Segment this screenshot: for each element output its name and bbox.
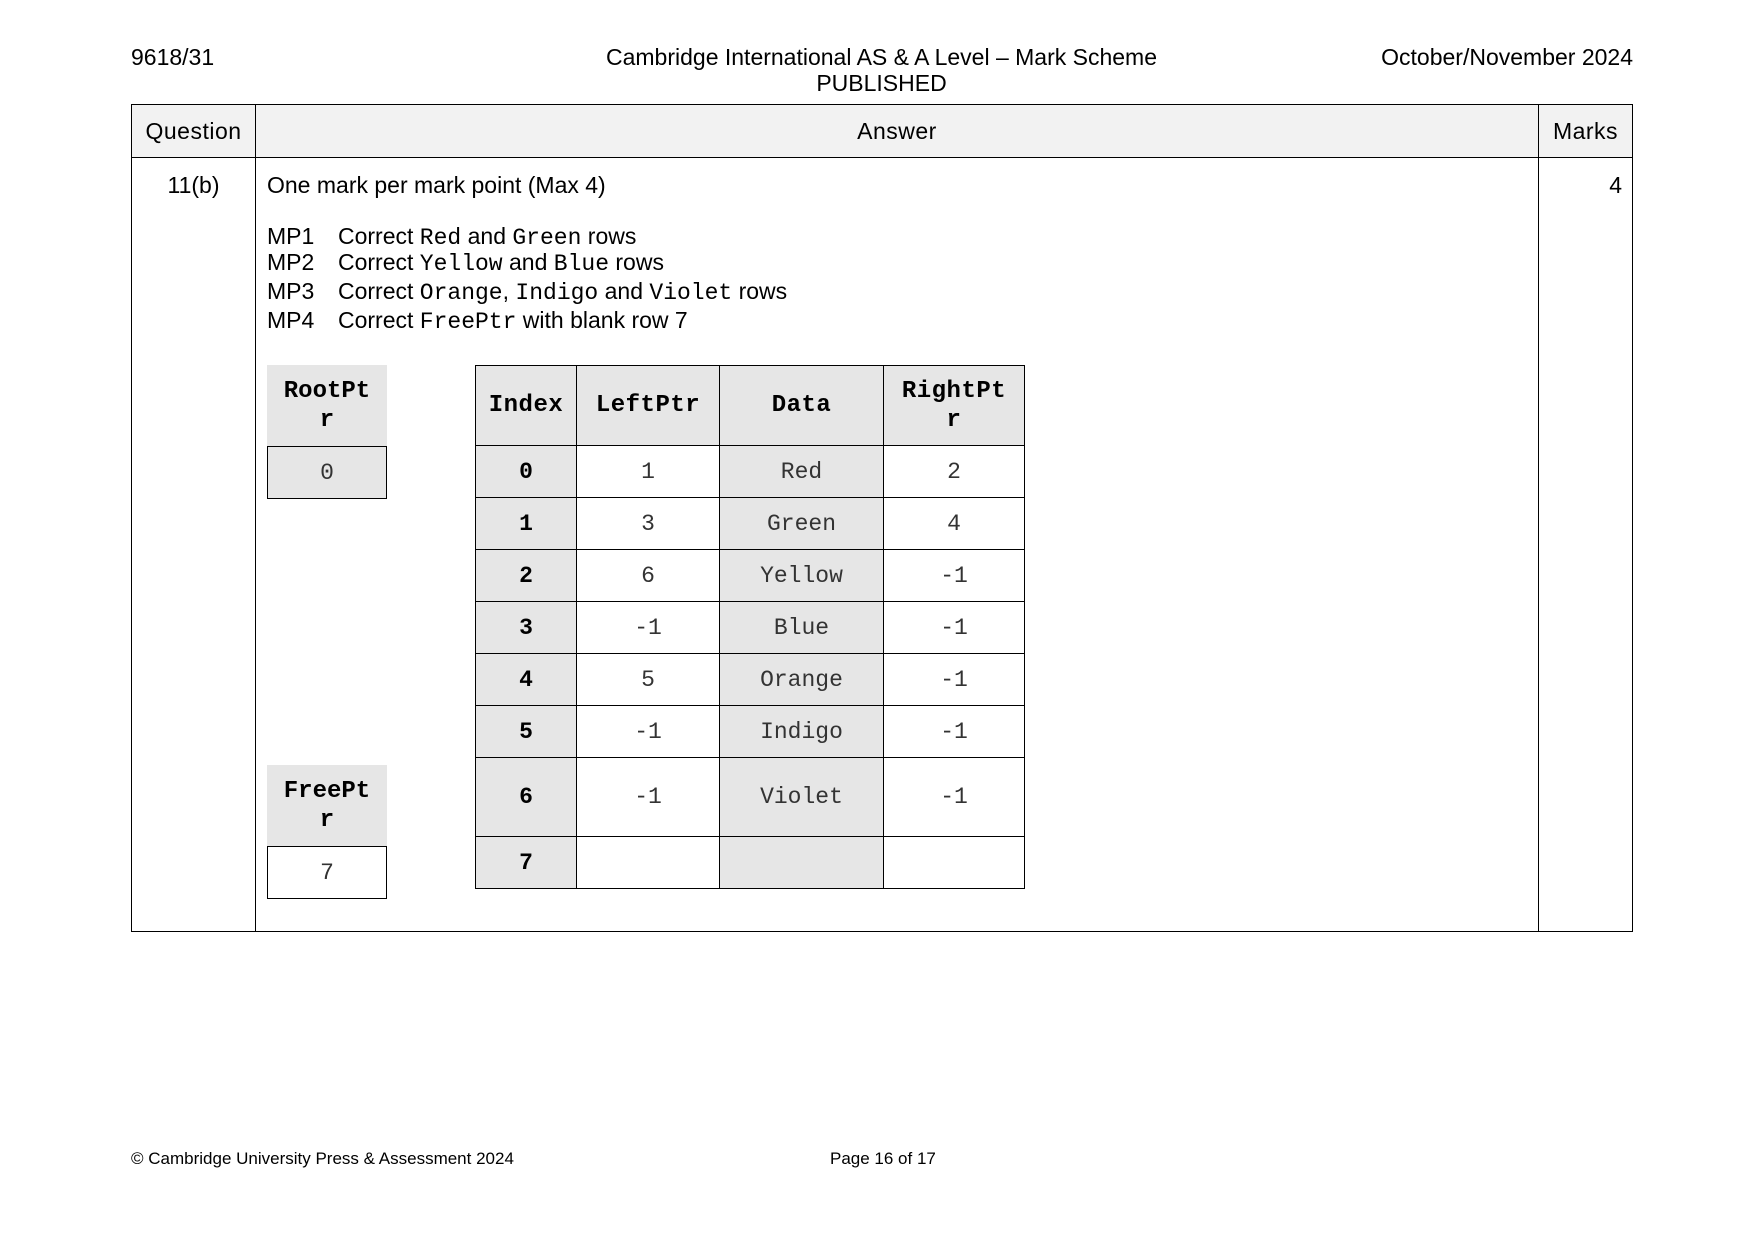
data-cell: Green <box>720 498 884 550</box>
tree-header-row <box>476 366 1025 446</box>
code-term: FreePtr <box>419 309 517 335</box>
mark-point-text: Correct <box>338 249 420 275</box>
table-row <box>476 654 1025 706</box>
mark-point-text: Correct <box>338 307 420 333</box>
code-term: Red <box>419 225 462 251</box>
table-row <box>476 550 1025 602</box>
title-line: Cambridge International AS & A Level – Mark Scheme <box>605 44 1158 70</box>
code-term: Blue <box>553 251 609 277</box>
leftptr-cell: -1 <box>577 602 720 654</box>
question-number: 11(b) <box>132 158 256 932</box>
root-pointer-label <box>267 365 387 446</box>
leftptr-cell: 6 <box>577 550 720 602</box>
mark-point-text: and <box>598 278 650 304</box>
code-term: Violet <box>649 280 733 306</box>
mark-point-label: MP1 <box>267 223 315 249</box>
label-line: r <box>319 806 335 834</box>
mark-point-4 <box>267 306 688 337</box>
mark-point-label: MP3 <box>267 278 315 304</box>
index-header: Index <box>476 366 577 446</box>
leftptr-cell: 3 <box>577 498 720 550</box>
page-number: Page 16 of 17 <box>830 1149 936 1168</box>
index-cell: 4 <box>476 654 577 706</box>
mark-scheme-table <box>131 104 1633 932</box>
mark-point-text: rows <box>609 249 664 275</box>
root-pointer-box <box>267 365 387 499</box>
free-pointer-label <box>267 765 387 846</box>
index-cell: 0 <box>476 446 577 498</box>
copyright: © Cambridge University Press & Assessment 2024 <box>131 1149 514 1168</box>
label-line: RightPt <box>901 377 1007 405</box>
table-row <box>476 758 1025 837</box>
code-term: Indigo <box>515 280 599 306</box>
leftptr-cell: 1 <box>577 446 720 498</box>
mark-point-text: and <box>461 223 513 249</box>
table-row <box>476 498 1025 550</box>
index-cell: 3 <box>476 602 577 654</box>
table-row <box>476 706 1025 758</box>
mark-point-text: and <box>502 249 554 275</box>
marks-value: 4 <box>1539 158 1633 932</box>
rightptr-cell: -1 <box>884 758 1025 837</box>
question-header: Question <box>132 105 256 158</box>
subtitle-line: PUBLISHED <box>816 70 947 96</box>
rightptr-cell: 2 <box>884 446 1025 498</box>
mark-point-3 <box>267 277 787 308</box>
data-cell: Blue <box>720 602 884 654</box>
mark-point-text: rows <box>732 278 788 304</box>
paper-code: 9618/31 <box>131 44 215 70</box>
mark-point-text: Correct <box>338 278 420 304</box>
index-cell: 7 <box>476 837 577 889</box>
leftptr-cell <box>577 837 720 889</box>
index-cell: 5 <box>476 706 577 758</box>
mark-point-label: MP4 <box>267 307 315 333</box>
mark-point-text: rows <box>581 223 637 249</box>
rightptr-cell: -1 <box>884 654 1025 706</box>
rightptr-cell <box>884 837 1025 889</box>
table-row <box>476 446 1025 498</box>
label-line: FreePt <box>283 777 371 805</box>
table-row <box>476 602 1025 654</box>
index-cell: 1 <box>476 498 577 550</box>
data-cell: Red <box>720 446 884 498</box>
leftptr-cell: 5 <box>577 654 720 706</box>
answer-header: Answer <box>256 105 1539 158</box>
root-pointer-value: 0 <box>267 446 387 499</box>
code-term: Green <box>512 225 582 251</box>
rightptr-header <box>884 366 1025 446</box>
index-cell: 6 <box>476 758 577 837</box>
leftptr-header: LeftPtr <box>577 366 720 446</box>
code-term: Yellow <box>419 251 503 277</box>
label-line: r <box>319 406 335 434</box>
answer-intro: One mark per mark point (Max 4) <box>267 172 606 198</box>
index-cell: 2 <box>476 550 577 602</box>
marks-header: Marks <box>1539 105 1633 158</box>
rightptr-cell: 4 <box>884 498 1025 550</box>
table-row <box>476 837 1025 889</box>
mark-point-text: with blank row 7 <box>516 307 688 333</box>
leftptr-cell: -1 <box>577 758 720 837</box>
data-cell <box>720 837 884 889</box>
exam-session: October/November 2024 <box>1381 44 1633 70</box>
label-line: r <box>946 406 962 434</box>
rightptr-cell: -1 <box>884 550 1025 602</box>
leftptr-cell: -1 <box>577 706 720 758</box>
table-row <box>132 158 1633 932</box>
binary-tree-table <box>475 365 1025 889</box>
data-cell: Orange <box>720 654 884 706</box>
data-cell: Violet <box>720 758 884 837</box>
mark-point-text: Correct <box>338 223 420 249</box>
rightptr-cell: -1 <box>884 602 1025 654</box>
mark-point-2 <box>267 248 664 279</box>
free-pointer-value: 7 <box>267 846 387 899</box>
data-header: Data <box>720 366 884 446</box>
label-line: RootPt <box>283 377 371 405</box>
mark-point-label: MP2 <box>267 249 315 275</box>
mark-point-text: , <box>502 278 516 304</box>
free-pointer-box <box>267 765 387 899</box>
rightptr-cell: -1 <box>884 706 1025 758</box>
answer-cell <box>256 158 1539 932</box>
code-term: Orange <box>419 280 503 306</box>
data-cell: Yellow <box>720 550 884 602</box>
data-cell: Indigo <box>720 706 884 758</box>
table-header-row <box>132 105 1633 158</box>
